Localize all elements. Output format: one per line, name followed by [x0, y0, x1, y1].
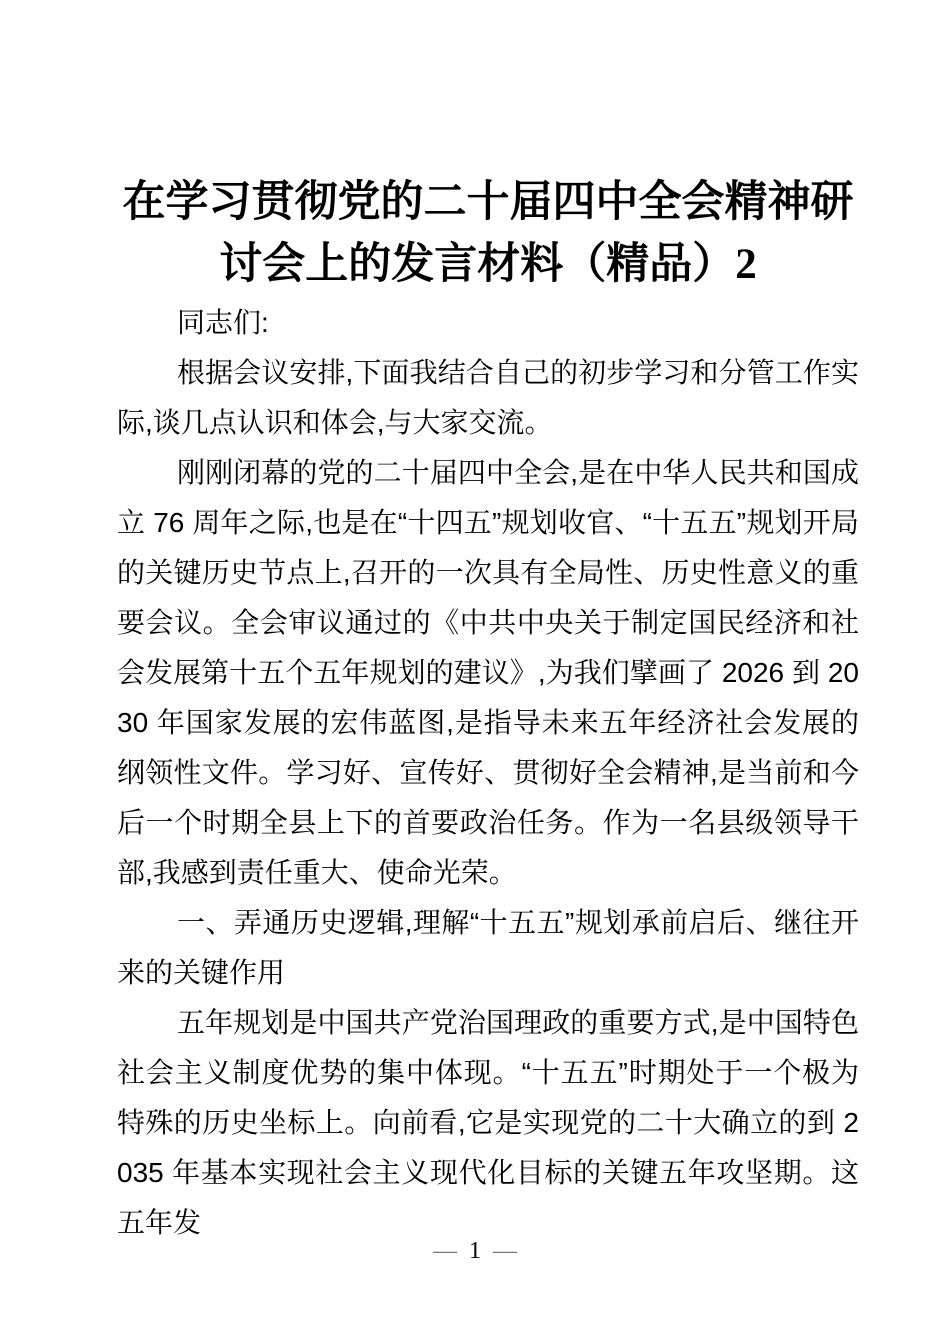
section-heading-1: 一、弄通历史逻辑,理解“十五五”规划承前启后、继往开来的关键作用 — [117, 907, 859, 988]
page-number: 1 — [469, 1238, 481, 1264]
footer-dash-right: — — [493, 1238, 517, 1264]
footer-dash-left: — — [433, 1238, 457, 1264]
page-footer — [0, 1238, 950, 1265]
paragraph-intro: 根据会议安排,下面我结合自己的初步学习和分管工作实际,谈几点认识和体会,与大家交流。 — [117, 357, 859, 438]
paragraph-plenum-overview: 刚刚闭幕的党的二十届四中全会,是在中华人民共和国成立 76 周年之际,也是在“十四五”规划收官、“十五五”规划开局的关键历史节点上,召开的一次具有全局性、历史性意义的重要会议。全会审议通过的《中共中央关于制定国民经济和社会发展第十五个五年规划的建议》,为我们擘画了 2026 到 2030 年国家发展的宏伟蓝图,是指导未来五年经济社会发展的纲领性文件。学习好、宣传好、贯彻好全会精神,是当前和今后一个时期全县上下的首要政治任务。作为一名县级领导干部,我感到责任重大、使命光荣。 — [117, 457, 859, 888]
salutation: 同志们: — [177, 307, 269, 338]
document-title: 在学习贯彻党的二十届四中全会精神研讨会上的发言材料（精品）2 — [122, 179, 854, 288]
paragraph-five-year-plan: 五年规划是中国共产党治国理政的重要方式,是中国特色社会主义制度优势的集中体现。“十五五”时期处于一个极为特殊的历史坐标上。向前看,它是实现党的二十大确立的到 2035 年基本实现社会主义现代化目标的关键五年攻坚期。这五年发 — [117, 1007, 859, 1238]
document-content — [117, 172, 859, 1248]
